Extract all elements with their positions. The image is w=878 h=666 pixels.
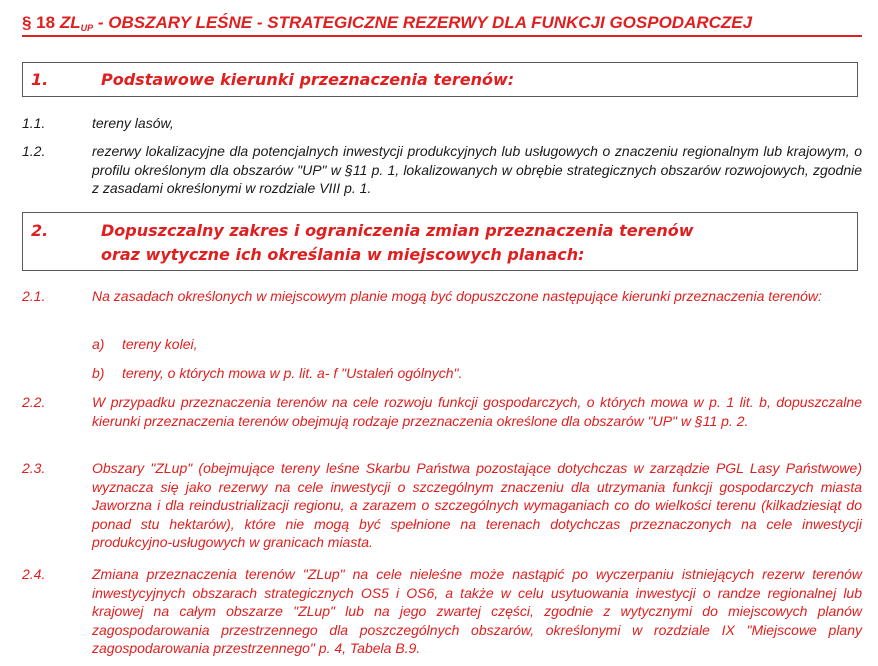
item-number: 1.1.: [22, 115, 46, 131]
section-1-heading: Podstawowe kierunki przeznaczenia terenów:: [101, 70, 515, 89]
item-number: 1.2.: [22, 143, 46, 159]
section-1-heading-box: [22, 62, 858, 97]
section-2-heading-line-2: oraz wytyczne ich określania w miejscowych planach:: [101, 245, 585, 264]
sub-item-label: a): [92, 336, 105, 352]
list-item: [22, 393, 862, 430]
list-item: [22, 565, 862, 658]
item-number: 2.1.: [22, 288, 46, 304]
section-2-number: 2.: [31, 221, 49, 240]
sub-item: [92, 335, 197, 354]
item-text: Zmiana przeznaczenia terenów "ZLup" na cele nieleśne może nastąpić po wyczerpaniu istniejących rezerw terenów inwestycyjnych obszarach strategicznych OS5 i OS6, a także w celu usytuowania inwestycji o randze regionalnej lub krajowej na całym obszarze "ZLup" lub na jego zwartej części, zgodnie z wytycznymi do miejscowych planów zagospodarowania przestrzennego dla poszczególnych obszarów, określonymi w rozdziale IX "Miejscowe plany zagospodarowania przestrzennego" p. 4, Tabela B.9.: [92, 566, 862, 656]
list-item: [22, 142, 862, 198]
title-code: ZL: [59, 13, 81, 32]
sub-item: [92, 364, 462, 383]
sub-item-text: tereny, o których mowa w p. lit. a- f "Ustaleń ogólnych".: [122, 365, 463, 381]
section-1-number: 1.: [31, 70, 49, 89]
sub-item-text: tereny kolei,: [122, 336, 198, 352]
item-text: rezerwy lokalizacyjne dla potencjalnych inwestycji produkcyjnych lub usługowych o znaczeniu regionalnym lub krajowym, o profilu określonym dla obszarów "UP" w §11 p. 1, lokalizowanych w obrębie strategicznych obszarów rozwojowych, zgodnie z zasadami określonymi w rozdziale VIII p. 1.: [92, 143, 862, 196]
item-number: 2.4.: [22, 566, 46, 582]
title-prefix: § 18: [22, 13, 56, 32]
list-item: [22, 287, 862, 306]
title-underline: [22, 35, 862, 37]
item-text: tereny lasów,: [92, 115, 174, 131]
item-number: 2.2.: [22, 394, 46, 410]
item-text: W przypadku przeznaczenia terenów na cele rozwoju funkcji gospodarczych, o których mowa w p. 1 lit. b, dopuszczalne kierunki przeznaczenia terenów obejmują rodzaje przeznaczenia określone dla obszarów "UP" w §11 p. 2.: [92, 394, 862, 429]
item-text: Na zasadach określonych w miejscowym planie mogą być dopuszczone następujące kierunki przeznaczenia terenów:: [92, 288, 822, 304]
item-number: 2.3.: [22, 460, 46, 476]
list-item: [22, 459, 862, 552]
title-code-sub: UP: [80, 23, 94, 33]
section-2-heading-line-1: Dopuszczalny zakres i ograniczenia zmian przeznaczenia terenów: [101, 221, 694, 240]
sub-item-label: b): [92, 365, 105, 381]
item-text: Obszary "ZLup" (obejmujące tereny leśne Skarbu Państwa pozostające dotychczas w zarządzie PGL Lasy Państwowe) wyznacza się jako rezerwy na cele inwestycji o szczególnym znaczeniu dla utrzymania funkcji gospodarczych miasta Jaworzna i dla reindustrializacji regionu, a zarazem o szczególnych wymaganiach co do wielkości terenu (kilkadziesiąt do ponad stu hektarów), które nie mogą być spełnione na terenach dotychczas przeznaczonych na cele inwestycji produkcyjno-usługowych w granicach miasta.: [92, 460, 862, 550]
section-2-heading-box: [22, 212, 858, 271]
list-item: [22, 114, 862, 133]
title-text: - OBSZARY LEŚNE - STRATEGICZNE REZERWY DLA FUNKCJI GOSPODARCZEJ: [93, 13, 753, 32]
